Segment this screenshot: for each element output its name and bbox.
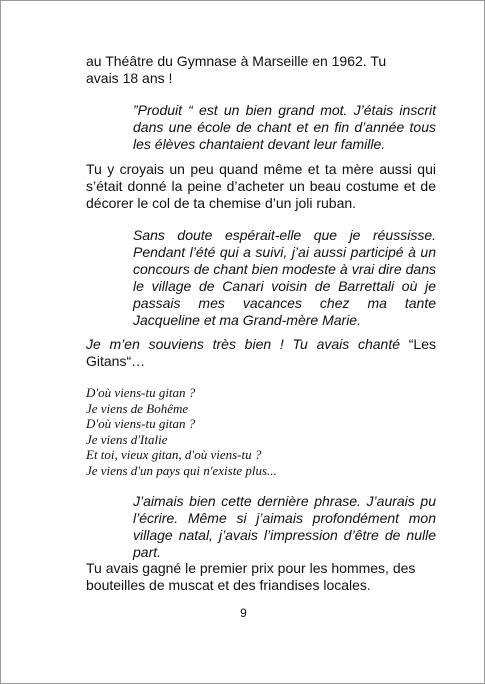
song-title: “Les Gitans“… (86, 336, 436, 369)
paragraph-gitans (86, 336, 436, 370)
paragraph-theatre: au Théâtre du Gymnase à Marseille en 1962. Tu avais 18 ans ! (86, 53, 387, 86)
poem-line: Et toi, vieux gitan, d'où viens-tu ? (86, 447, 262, 462)
poem-line: Je viens de Bohême (86, 400, 189, 416)
paragraph-premier-prix: Tu avais gagné le premier prix pour les hommes, des bouteilles de muscat et des friandises locales. (86, 560, 416, 593)
quote-concours: Sans doute espérait-elle que je réussisse. Pendant l’été qui a suivi, j’ai aussi participé à un concours de chant bien modeste à vrai dire dans le village de Canari voisin de Barrettali où je passais mes vacances chez ma tante Jacqueline et ma Grand-mère Marie. (133, 227, 436, 328)
quote-derniere-phrase: J’aimais bien cette dernière phrase. J’aurais pu l’écrire. Même si j’aimais profondément mon village natal, j’avais l’impression d’être de nulle part. (133, 493, 436, 560)
paragraph-costume: Tu y croyais un peu quand même et ta mère aussi qui s’était donné la peine d’acheter un beau costume et de décorer le col de ta chemise d’un joli ruban. (86, 161, 436, 211)
poem-line: Je viens d'un pays qui n'existe plus... (86, 462, 277, 478)
dialogue-text: Je m’en souviens très bien ! Tu avais chanté (86, 336, 409, 352)
poem-line: D'où viens-tu gitan ? (86, 385, 196, 400)
poem-line: D'où viens-tu gitan ? (86, 416, 196, 431)
poem-line: Je viens d'Italie (86, 431, 168, 447)
page-number: 9 (240, 606, 247, 620)
quote-produit: ”Produit “ est un bien grand mot. J’étais inscrit dans une école de chant et en fin d’année tous les élèves chantaient devant leur famille. (133, 102, 436, 152)
poem-les-gitans (86, 385, 277, 478)
